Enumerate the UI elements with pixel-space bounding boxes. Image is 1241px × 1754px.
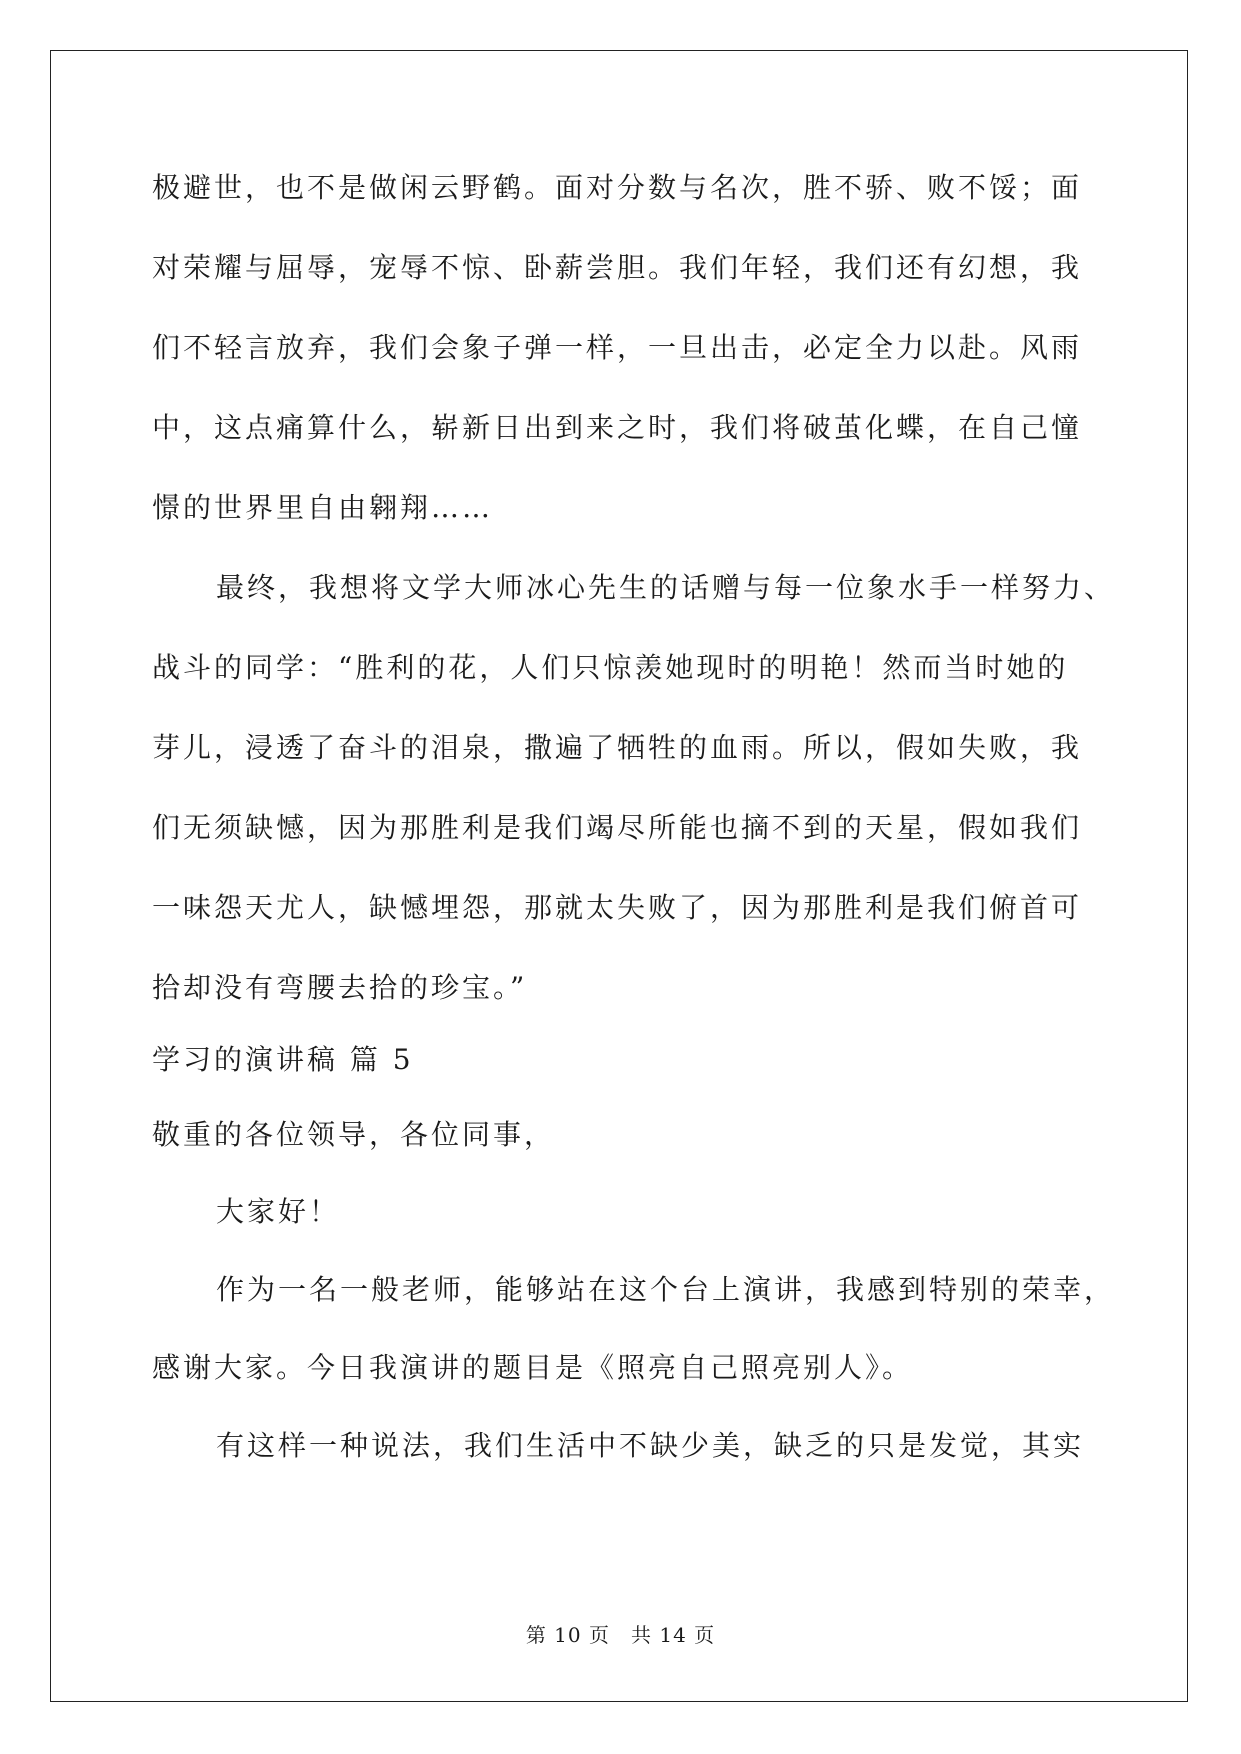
text-line: 极避世，也不是做闲云野鹤。面对分数与名次，胜不骄、败不馁；面 [152, 171, 1083, 204]
text-line: 战斗的同学：“胜利的花，人们只惊羡她现时的明艳！然而当时她的 [152, 651, 1069, 684]
text-line: 对荣耀与屈辱，宠辱不惊、卧薪尝胆。我们年轻，我们还有幻想，我 [152, 251, 1083, 284]
text-line: 拾却没有弯腰去拾的珍宝。” [152, 971, 528, 1004]
text-line: 中，这点痛算什么，崭新日出到来之时，我们将破茧化蝶，在自己憧 [152, 411, 1083, 444]
text-line: 感谢大家。今日我演讲的题目是《照亮自己照亮别人》。 [152, 1351, 914, 1384]
section-heading: 学习的演讲稿 篇 5 [152, 1043, 414, 1076]
text-line: 最终，我想将文学大师冰心先生的话赠与每一位象水手一样努力、 [216, 571, 1116, 604]
text-line: 憬的世界里自由翱翔…… [152, 491, 494, 524]
page-number: 第 10 页 共 14 页 [525, 1623, 716, 1647]
text-line: 作为一名一般老师，能够站在这个台上演讲，我感到特别的荣幸， [216, 1273, 1116, 1306]
greeting: 大家好！ [216, 1195, 341, 1228]
salutation: 敬重的各位领导，各位同事， [152, 1118, 556, 1151]
text-line: 有这样一种说法，我们生活中不缺少美，缺乏的只是发觉，其实 [216, 1429, 1085, 1462]
text-line: 一味怨天尤人，缺憾埋怨，那就太失败了，因为那胜利是我们俯首可 [152, 891, 1083, 924]
text-line: 们无须缺憾，因为那胜利是我们竭尽所能也摘不到的天星，假如我们 [152, 811, 1083, 844]
text-line: 芽儿，浸透了奋斗的泪泉，撒遍了牺牲的血雨。所以，假如失败，我 [152, 731, 1083, 764]
text-line: 们不轻言放弃，我们会象子弹一样，一旦出击，必定全力以赴。风雨 [152, 331, 1083, 364]
